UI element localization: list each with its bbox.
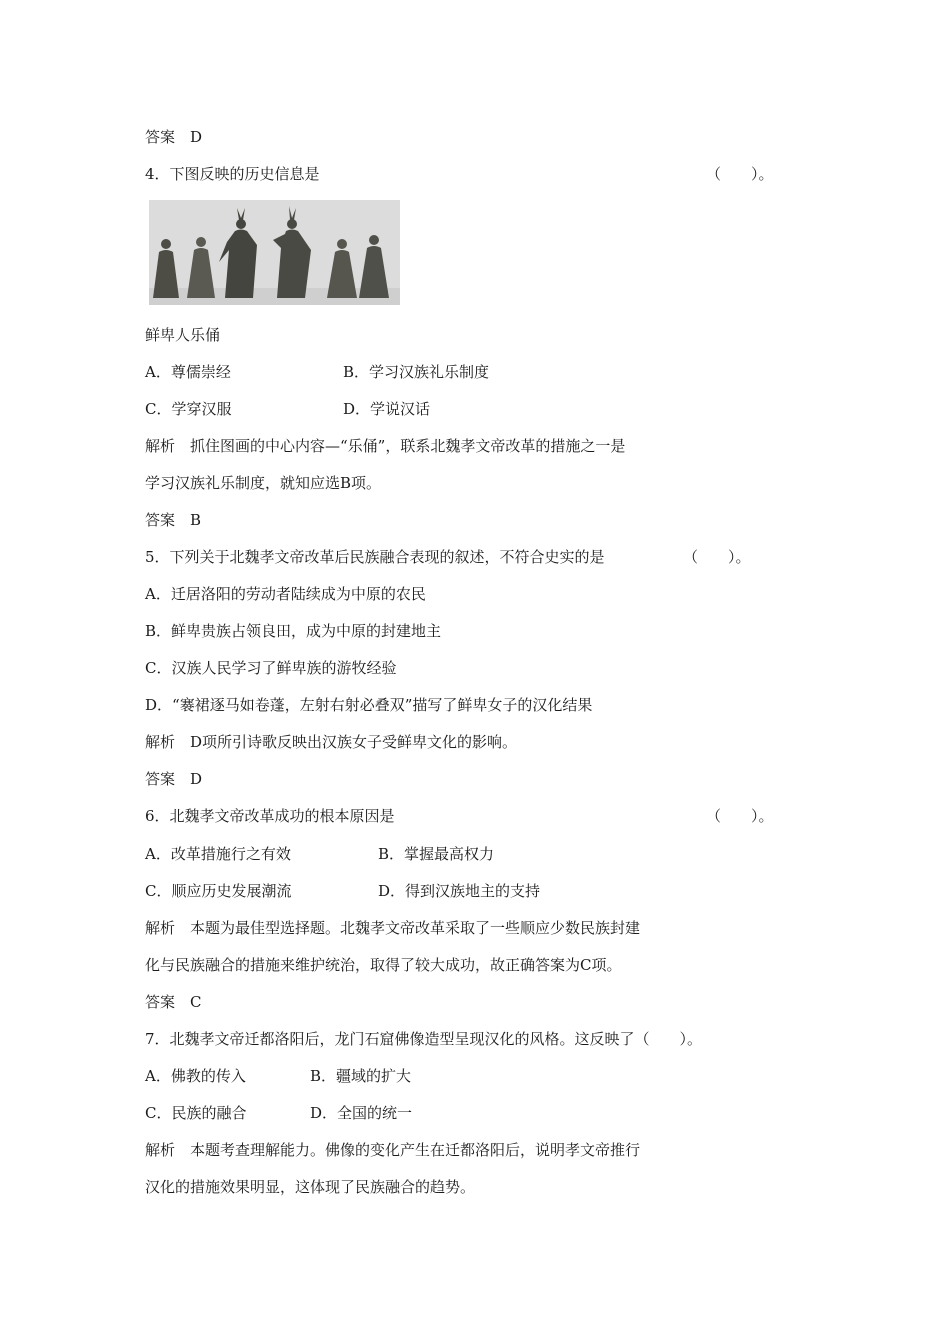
question-5-option-c: C．汉族人民学习了鲜卑族的游牧经验: [145, 659, 397, 677]
question-4-stem: 4．下图反映的历史信息是: [145, 165, 320, 183]
question-6-explanation-line-2: 化与民族融合的措施来维护统治，取得了较大成功，故正确答案为C项。: [145, 956, 622, 974]
question-4-option-c: C．学穿汉服: [145, 400, 232, 418]
question-6-answer-blank: （ ）。: [706, 807, 774, 825]
question-7-explanation-line-1: 解析 本题考查理解能力。佛像的变化产生在迁都洛阳后，说明孝文帝推行: [145, 1141, 641, 1159]
answer-4: 答案 B: [145, 511, 202, 529]
question-6-option-a: A．改革措施行之有效: [145, 845, 291, 863]
question-7-option-c: C．民族的融合: [145, 1104, 247, 1122]
question-6-option-b: B．掌握最高权力: [378, 845, 495, 863]
question-6-option-d: D．得到汉族地主的支持: [378, 882, 541, 900]
answer-5: 答案 D: [145, 770, 203, 788]
question-4-option-a: A．尊儒崇经: [145, 363, 231, 381]
question-6-stem: 6．北魏孝文帝改革成功的根本原因是: [145, 807, 395, 825]
question-6-option-c: C．顺应历史发展潮流: [145, 882, 292, 900]
question-4-option-b: B．学习汉族礼乐制度: [343, 363, 490, 381]
figurines-illustration: [149, 200, 400, 305]
question-5-option-b: B．鲜卑贵族占领良田，成为中原的封建地主: [145, 622, 442, 640]
question-7-option-b: B．疆域的扩大: [310, 1067, 412, 1085]
question-5-option-d: D．“褰裙逐马如卷蓬，左射右射必叠双”描写了鲜卑女子的汉化结果: [145, 696, 593, 714]
answer-6: 答案 C: [145, 993, 202, 1011]
question-7-explanation-line-2: 汉化的措施效果明显，这体现了民族融合的趋势。: [145, 1178, 476, 1196]
answer-3: 答案 D: [145, 128, 203, 146]
question-7-option-a: A．佛教的传入: [145, 1067, 246, 1085]
question-5-stem: 5．下列关于北魏孝文帝改革后民族融合表现的叙述，不符合史实的是: [145, 548, 605, 566]
question-4-explanation-line-1: 解析 抓住图画的中心内容—“乐俑”，联系北魏孝文帝改革的措施之一是: [145, 437, 626, 455]
question-4-explanation-line-2: 学习汉族礼乐制度，就知应选B项。: [145, 474, 382, 492]
question-7-stem: 7．北魏孝文帝迁都洛阳后，龙门石窟佛像造型呈现汉化的风格。这反映了（ ）。: [145, 1030, 703, 1048]
question-4-answer-blank: （ ）。: [706, 165, 774, 183]
question-4-option-d: D．学说汉话: [343, 400, 431, 418]
xianbei-musician-figurines-photo: [149, 200, 400, 305]
question-5-explanation: 解析 D项所引诗歌反映出汉族女子受鲜卑文化的影响。: [145, 733, 518, 751]
figure-caption: 鲜卑人乐俑: [145, 326, 221, 344]
question-7-option-d: D．全国的统一: [310, 1104, 413, 1122]
question-5-option-a: A．迁居洛阳的劳动者陆续成为中原的农民: [145, 585, 426, 603]
question-6-explanation-line-1: 解析 本题为最佳型选择题。北魏孝文帝改革采取了一些顺应少数民族封建: [145, 919, 641, 937]
question-5-answer-blank: （ ）。: [683, 548, 751, 566]
